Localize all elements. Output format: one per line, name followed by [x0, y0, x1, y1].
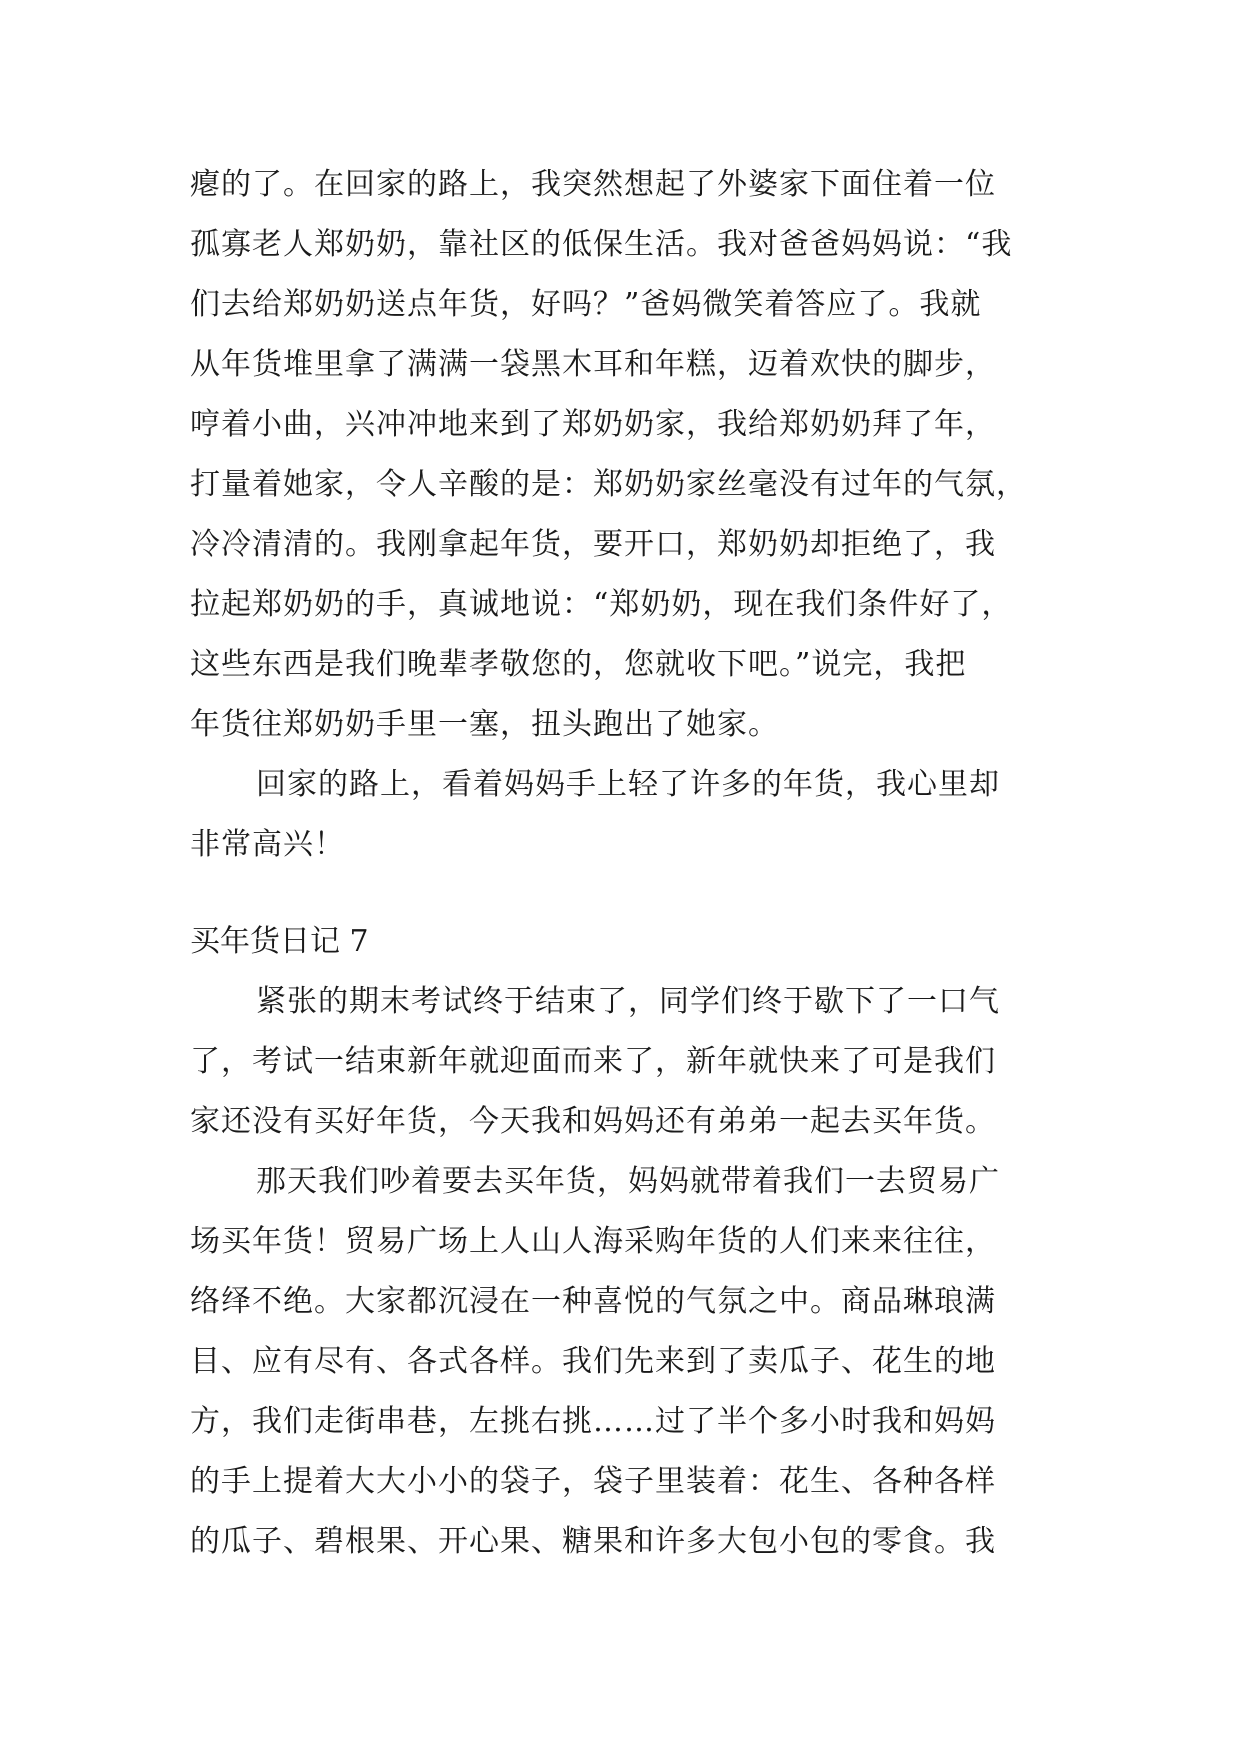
body-line: 从年货堆里拿了满满一袋黑木耳和年糕，迈着欢快的脚步， — [190, 347, 996, 382]
body-line: 瘪的了。在回家的路上，我突然想起了外婆家下面住着一位 — [190, 167, 996, 202]
section-2-body — [190, 972, 1070, 1572]
body-line: 打量着她家，令人辛酸的是：郑奶奶家丝毫没有过年的气氛， — [190, 467, 1027, 502]
body-line: 非常高兴！ — [190, 827, 345, 862]
body-line: 孤寡老人郑奶奶，靠社区的低保生活。我对爸爸妈妈说：“我 — [190, 227, 1013, 262]
paragraph-first-line: 紧张的期末考试终于结束了，同学们终于歇下了一口气 — [256, 984, 1000, 1019]
body-line: 的手上提着大大小小的袋子，袋子里装着：花生、各种各样 — [190, 1464, 996, 1499]
body-line: 场买年货！贸易广场上人山人海采购年货的人们来来往往， — [190, 1224, 996, 1259]
body-line: 络绎不绝。大家都沉浸在一种喜悦的气氛之中。商品琳琅满 — [190, 1284, 996, 1319]
body-line: 这些东西是我们晚辈孝敬您的，您就收下吧。”说完，我把 — [190, 647, 967, 682]
paragraph-first-line: 那天我们吵着要去买年货，妈妈就带着我们一去贸易广 — [256, 1164, 1000, 1199]
paragraph-first-line: 回家的路上，看着妈妈手上轻了许多的年货，我心里却 — [256, 767, 1000, 802]
body-line: 方，我们走街串巷，左挑右挑……过了半个多小时我和妈妈 — [190, 1404, 996, 1439]
body-line: 的瓜子、碧根果、开心果、糖果和许多大包小包的零食。我 — [190, 1524, 996, 1559]
body-line: 目、应有尽有、各式各样。我们先来到了卖瓜子、花生的地 — [190, 1344, 996, 1379]
body-line: 了，考试一结束新年就迎面而来了，新年就快来了可是我们 — [190, 1044, 996, 1079]
section-title: 买年货日记 7 — [190, 924, 369, 959]
section-1-body — [190, 155, 1070, 875]
body-line: 拉起郑奶奶的手，真诚地说：“郑奶奶，现在我们条件好了， — [190, 587, 1013, 622]
body-line: 哼着小曲，兴冲冲地来到了郑奶奶家，我给郑奶奶拜了年， — [190, 407, 996, 442]
body-line: 冷冷清清的。我刚拿起年货，要开口，郑奶奶却拒绝了，我 — [190, 527, 996, 562]
body-line: 家还没有买好年货，今天我和妈妈还有弟弟一起去买年货。 — [190, 1104, 996, 1139]
body-line: 们去给郑奶奶送点年货，好吗？”爸妈微笑着答应了。我就 — [190, 287, 982, 322]
body-line: 年货往郑奶奶手里一塞，扭头跑出了她家。 — [190, 707, 779, 742]
